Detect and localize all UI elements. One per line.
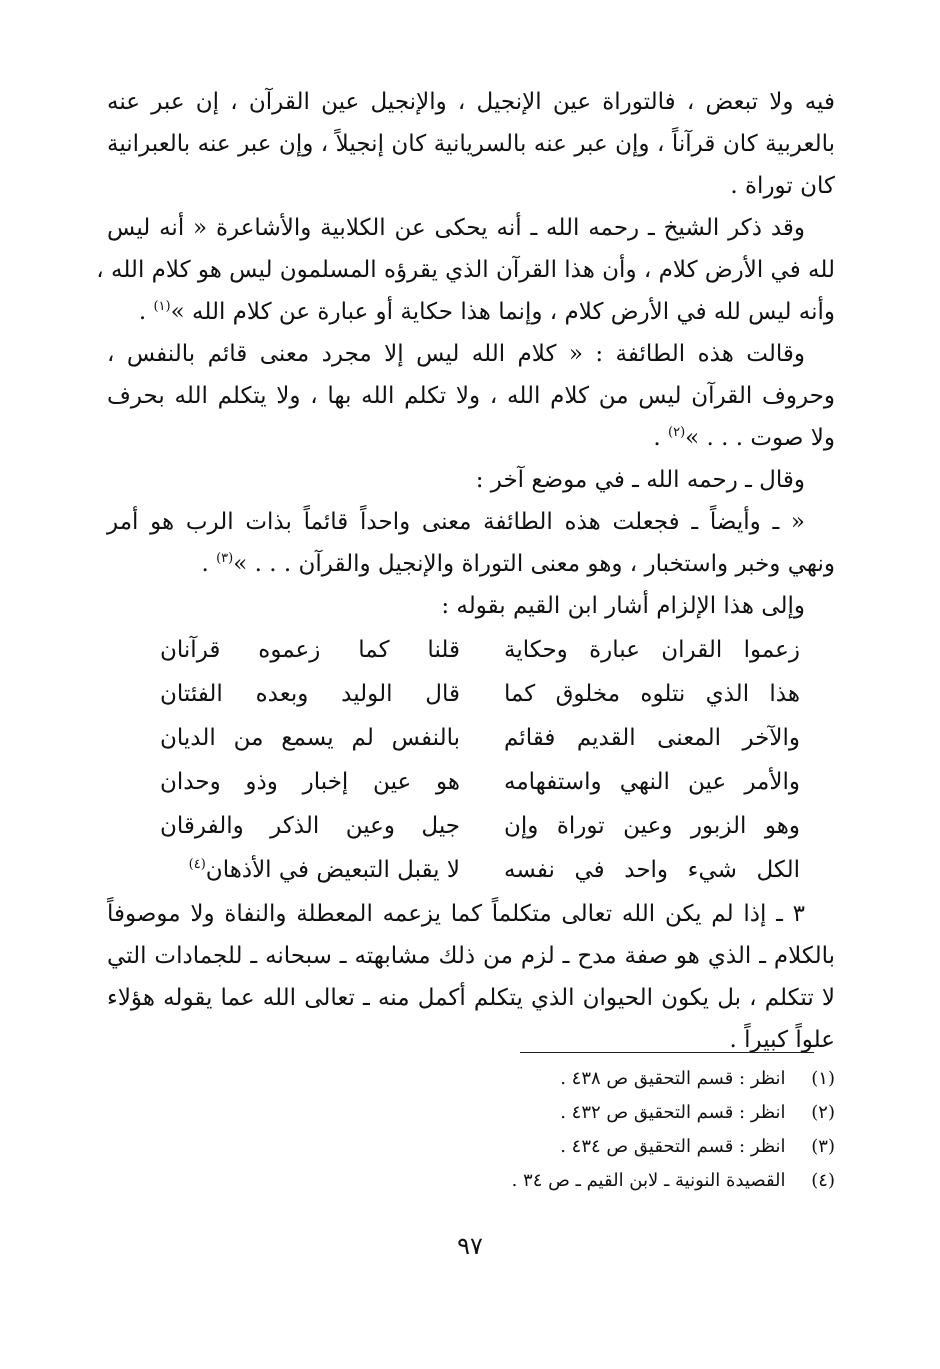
verse-first-hemistich: والآخر المعنى القديم فقائم [504,725,800,751]
body-line [107,292,835,332]
body-text: ونهي وخبر واستخبار ، وهو معنى التوراة والإنجيل والقرآن . . . » [233,551,835,577]
verse-second-hemistich: قلنا كما زعموه قرآنان [160,637,460,663]
footnote-number: (٤) [811,1170,835,1191]
body-text: وأنه ليس لله في الأرض كلام ، وإنما هذا حكاية أو عبارة عن كلام الله » [170,299,835,325]
footnote-ref: (١) [153,299,171,314]
body-line: وحروف القرآن ليس من كلام الله ، ولا تكلم الله بها ، ولا يتكلم الله بحرف [107,383,835,409]
verse-first-hemistich: والأمر عين النهي واستفهامه [504,769,800,795]
body-line: وإلى هذا الإلزام أشار ابن القيم بقوله : [441,593,805,619]
footnote-number: (٢) [811,1102,835,1123]
body-line: وقالت هذه الطائفة : « كلام الله ليس إلا مجرد معنى قائم بالنفس ، [107,341,805,367]
page-number: ٩٧ [457,1232,483,1260]
footnote [560,1062,835,1096]
footnote-ref: (٣) [216,551,234,566]
body-text: . [653,425,668,451]
body-line: فيه ولا تبعض ، فالتوراة عين الإنجيل ، والإنجيل عين القرآن ، إن عبر عنه [107,89,835,115]
body-line: وقد ذكر الشيخ ـ رحمه الله ـ أنه يحكى عن الكلابية والأشاعرة « أنه ليس [107,215,805,241]
verse-second-hemistich: قال الوليد وبعده الفئتان [160,681,460,707]
verse-second-hemistich: هو عين إخبار وذو وحدان [160,769,460,795]
body-line [107,544,835,584]
body-line: علواً كبيراً . [729,1027,835,1053]
footnote-ref: (٢) [668,425,686,440]
footnote-number: (١) [811,1068,835,1089]
verse-text: لا يقبل التبعيض في الأذهان [205,857,460,883]
body-line: بالكلام ـ الذي هو صفة مدح ـ لزم من ذلك مشابهته ـ سبحانه ـ للجمادات التي [107,943,835,969]
footnote-number: (٣) [811,1136,835,1157]
verse-first-hemistich: الكل شيء واحد في نفسه [504,857,800,883]
body-line: لله في الأرض كلام ، وأن هذا القرآن الذي يقرؤه المسلمون ليس هو كلام الله ، [96,257,835,283]
footnote [560,1130,835,1164]
verse-second-hemistich: جيل وعين الذكر والفرقان [160,813,460,839]
body-text: . [201,551,217,577]
verse-first-hemistich: زعموا القران عبارة وحكاية [504,637,800,663]
footnote [560,1096,835,1130]
verse-second-hemistich: بالنفس لم يسمع من الديان [160,725,460,751]
footnote-text: القصيدة النونية ـ لابن القيم ـ ص ٣٤ . [511,1170,786,1191]
body-line [107,418,835,458]
body-line: كان توراة . [730,173,835,199]
body-line: بالعربية كان قرآناً ، وإن عبر عنه بالسريانية كان إنجيلاً ، وإن عبر عنه بالعبرانية [107,131,835,157]
footnote-text: انظر : قسم التحقيق ص ٤٣٨ . [560,1068,786,1089]
body-line: لا تتكلم ، بل يكون الحيوان الذي يتكلم أكمل منه ـ تعالى الله عما يقوله هؤلاء [107,985,835,1011]
footnote-ref: (٤) [188,857,206,872]
verse-first-hemistich: وهو الزبور وعين توراة وإن [504,813,800,839]
footnote-text: انظر : قسم التحقيق ص ٤٣٢ . [560,1102,786,1123]
body-line: « ـ وأيضاً ـ فجعلت هذه الطائفة معنى واحداً قائماً بذات الرب هو أمر [107,509,805,535]
footnote [512,1164,835,1198]
footnote-divider [520,1052,814,1053]
body-line: وقال ـ رحمه الله ـ في موضع آخر : [475,467,805,493]
body-text: ولا صوت . . . » [685,425,835,451]
body-line: ٣ ـ إذا لم يكن الله تعالى متكلماً كما يزعمه المعطلة والنفاة ولا موصوفاً [107,901,805,927]
body-text: . [138,299,154,325]
footnote-text: انظر : قسم التحقيق ص ٤٣٤ . [560,1136,786,1157]
verse-first-hemistich: هذا الذي نتلوه مخلوق كما [504,681,800,707]
verse-second-hemistich [160,848,460,892]
